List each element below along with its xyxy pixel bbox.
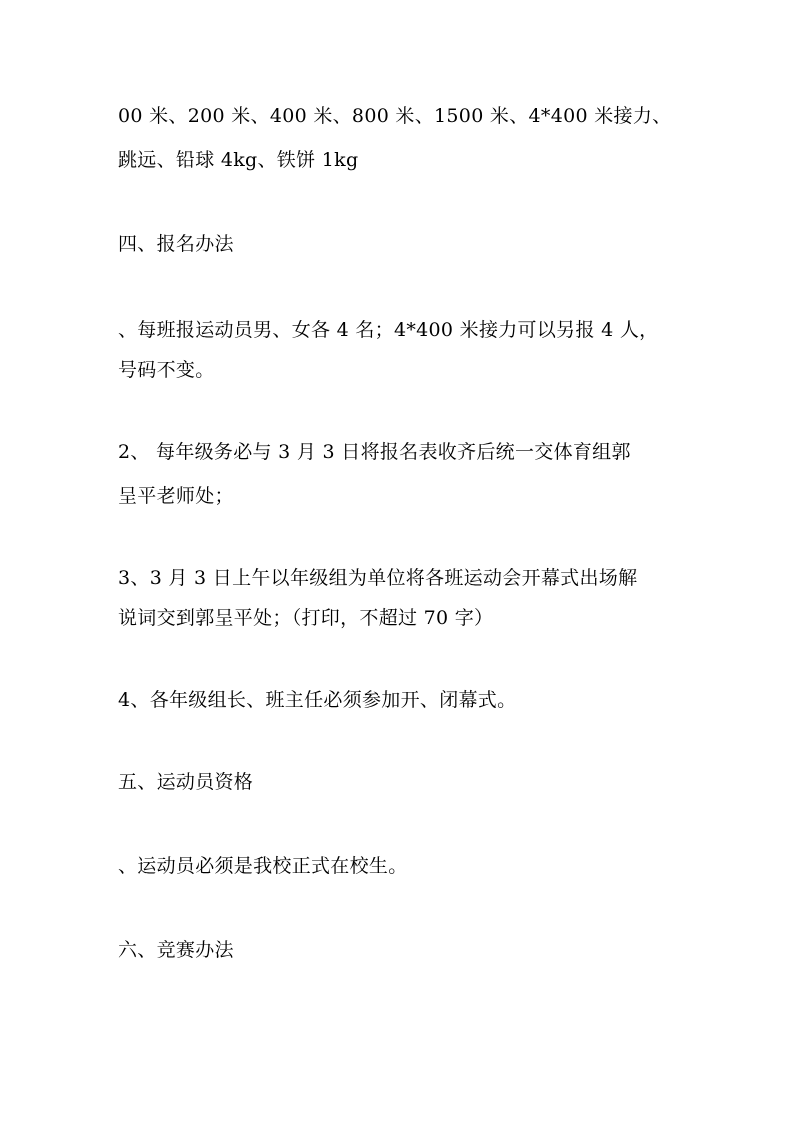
- rule-3-line-2: 说词交到郭呈平处；（打印，不超过 70 字）: [118, 607, 494, 629]
- rule-2-line-1: 2、 每年级务必与 3 月 3 日将报名表收齐后统一交体育组郭: [118, 441, 631, 463]
- eligibility-line: 、运动员必须是我校正式在校生。: [118, 855, 408, 877]
- rule-2-line-2: 呈平老师处；: [118, 485, 234, 507]
- rule-1-line-2: 号码不变。: [118, 359, 215, 381]
- section-6-heading: 六、竞赛办法: [118, 939, 234, 961]
- section-4-heading: 四、报名办法: [118, 233, 234, 255]
- section-5-heading: 五、运动员资格: [118, 771, 254, 793]
- rule-1-line-1: 、每班报运动员男、女各 4 名；4*400 米接力可以另报 4 人，: [118, 319, 659, 341]
- events-line-2: 跳远、铅球 4kg、铁饼 1kg: [118, 149, 359, 171]
- rule-4-line: 4、各年级组长、班主任必须参加开、闭幕式。: [118, 689, 517, 711]
- events-line-1: 00 米、200 米、400 米、800 米、1500 米、4*400 米接力、: [118, 105, 672, 127]
- rule-3-line-1: 3、3 月 3 日上午以年级组为单位将各班运动会开幕式出场解: [118, 567, 638, 589]
